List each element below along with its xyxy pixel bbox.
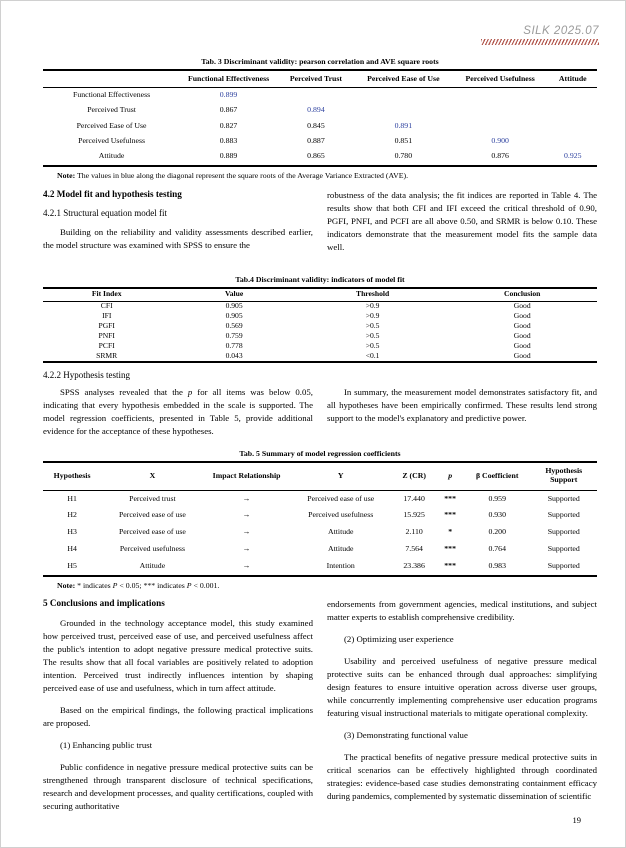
table-cell: PGFI [98,320,115,330]
table-cell: → [242,543,251,553]
table5-regression-coefficients [43,461,597,577]
column-header: Threshold [356,289,390,299]
table-cell: Attitude [327,543,354,553]
journal-header [481,25,599,45]
table-cell: 0.865 [307,151,325,161]
table-cell: Perceived Trust [87,105,136,115]
table-cell: Supported [547,560,580,570]
table-cell: 0.899 [219,90,238,100]
text-segment: for all items was below 0.05, indicating that every hypothesis embedded in the scale is supported. The model regression coefficients, presented in Table 5, provide additional evidence for the acceptance of these hypotheses. [43,386,313,436]
table-cell: Perceived Ease of Use [76,120,147,130]
table-row [43,351,597,362]
table-cell: → [242,493,251,503]
section-4-2 [43,189,597,263]
table-cell: 0.759 [225,330,243,340]
paragraph [43,386,313,438]
table4-caption: Tab.4 Discriminant validity: indicators of model fit [235,274,405,284]
table-cell: 0.959 [488,493,506,503]
table-cell: Perceived ease of use [118,510,186,520]
table-row [43,119,597,134]
column-header: Z (CR) [402,470,426,480]
table-cell: 0.569 [225,320,243,330]
italic-P: P [112,580,118,590]
table-row [43,508,597,525]
table-cell: 0.778 [225,340,243,350]
column-header: Functional Effectiveness [187,73,270,83]
column-header: p [448,470,453,480]
note-label: Note: [57,170,76,180]
table-cell: 2.110 [405,527,423,537]
table-cell: 7.564 [405,543,423,553]
table-cell: Attitude [139,560,166,570]
paragraph: Public confidence in negative pressure medical protective suits can be strengthened through transparent disclosure of technical specifications, research and development processes, and quality certifications, coupled with securing authoritative [43,761,313,811]
table5-note [43,581,597,590]
table-cell: *** [444,493,456,503]
table4-model-fit [43,287,597,363]
table-cell: 0.867 [219,105,238,115]
paragraph: Usability and perceived usefulness of negative pressure medical protective suits can be enhanced through dual approaches: simplifying design features to ensure intuitive operation across diverse user groups, while concurrently implementing comprehensive user education programs featuring visual instructional materials to mitigate operational complexity. [327,655,597,718]
subpoint-3: (3) Demonstrating functional value [344,729,468,740]
column-header: Perceived Ease of Use [367,73,440,83]
table-cell: Good [513,311,531,320]
table-cell [355,103,452,118]
table-row [43,103,597,118]
table-cell: H5 [67,560,77,570]
table-cell: 0.845 [307,120,325,130]
note-text: * indicates [75,580,113,590]
table-row [43,490,597,507]
table-cell: 0.905 [225,311,243,320]
table-cell: Perceived usefulness [119,543,185,553]
column-header: Y [337,470,344,480]
table-cell: Good [513,340,531,350]
heading-4-2: 4.2 Model fit and hypothesis testing [43,188,182,199]
column-header: Attitude [558,73,587,83]
section-4-2-2-body [43,386,597,447]
table-cell: 0.894 [307,105,325,115]
table-cell: <0.1 [365,350,380,360]
table-cell: → [242,527,251,537]
table-cell: 0.925 [564,151,582,161]
italic-p: p [187,386,193,397]
table-row [43,541,597,558]
table-cell: >0.9 [365,301,380,311]
table-cell: Functional Effectiveness [72,90,151,100]
table-cell: 15.925 [403,510,425,520]
page-number: 19 [572,815,581,825]
column-header: Perceived Usefulness [465,73,535,83]
table-cell: H1 [67,493,77,503]
table-row [43,524,597,541]
column-header: Impact Relationship [212,470,281,480]
table-header-row [43,462,597,490]
column-header: Conclusion [504,289,541,299]
left-column [43,386,313,447]
table-cell: Perceived trust [129,493,176,503]
table-cell: Good [513,320,531,330]
hatch-decoration [481,39,599,45]
table-header-row [43,70,597,87]
table-cell: 0.900 [491,136,509,146]
table-cell: PCFI [98,340,115,350]
table-cell: IFI [102,311,112,320]
column-header: Fit Index [91,289,122,299]
paragraph: The practical benefits of negative pressure medical protective suits in critical scenarios can be effectively highlighted through coordinated strategies: evidence-based case studies demonstrating containment efficacy during pandemics, complemented by systematic dissemination of scientific [327,751,597,801]
table-cell: >0.5 [365,340,380,350]
table-row [43,149,597,165]
table-cell [549,134,597,149]
table-cell: >0.5 [365,320,380,330]
table-cell: * [448,527,453,537]
table-cell: 0.883 [219,136,238,146]
table-row [43,134,597,149]
table-cell: 0.905 [225,301,243,311]
table-cell: Good [513,350,531,360]
column-header: Hypothesis Support [545,466,583,485]
table-cell: 0.851 [394,136,413,146]
table-cell: SRMR [96,350,118,360]
journal-title: SILK 2025.07 [523,25,599,37]
table-row [43,87,597,103]
subpoint-1: (1) Enhancing public trust [60,739,153,750]
paragraph: Based on the empirical findings, the following practical implications are proposed. [43,704,313,728]
table3-note [43,171,597,180]
table-row [43,311,597,321]
table-cell [549,87,597,103]
table-cell: → [242,560,251,570]
table-row [43,301,597,311]
left-column [43,189,313,263]
right-column [327,189,597,263]
table-cell: Good [513,330,531,340]
table-cell: 0.930 [488,510,506,520]
table-cell [277,87,355,103]
heading-5: 5 Conclusions and implications [43,597,165,608]
table-cell: Attitude [98,151,125,161]
paragraph: In summary, the measurement model demonstrates satisfactory fit, and all hypotheses have been empirically confirmed. These results lend strong support to the model's explanatory and predictive power. [327,386,597,423]
table-cell: PNFI [98,330,115,340]
table-cell [355,87,452,103]
table-cell: 23.386 [403,560,425,570]
table-cell: H3 [67,527,77,537]
note-text: < 0.05; *** indicates [117,580,187,590]
column-header: Hypothesis [53,470,91,480]
note-label: Note: [57,580,76,590]
table-cell: 17.440 [403,493,425,503]
table-cell: *** [444,543,456,553]
table-cell: CFI [100,301,113,311]
paragraph: robustness of the data analysis; the fit indices are reported in Table 4. The results show that both CFI and IFI exceed the critical threshold of 0.90, PGFI, PNFI, and PCFI are all above 0.50, and SRMR is below 0.10. These indicators demonstrate that the measurement model fits the sample data well. [327,189,597,252]
table-cell: Supported [547,493,580,503]
table-cell [452,103,549,118]
table-cell: 0.780 [394,151,413,161]
table-cell: 0.887 [307,136,325,146]
right-column [327,386,597,447]
paragraph: Building on the reliability and validity assessments described earlier, the model structure was examined with SPSS to ensure the [43,226,313,250]
table-row [43,558,597,576]
table-cell: 0.043 [225,350,243,360]
table-cell: Attitude [327,527,354,537]
paragraph: endorsements from government agencies, medical institutions, and subject matter experts to establish comprehensive credibility. [327,598,597,622]
table-cell: >0.9 [365,311,380,320]
table-row [43,341,597,351]
subpoint-2: (2) Optimizing user experience [344,633,454,644]
table-header-row [43,288,597,301]
table-cell: 0.764 [488,543,506,553]
table-cell: *** [444,560,456,570]
right-column [327,598,597,822]
column-header: Perceived Trust [289,73,343,83]
table-cell: 0.876 [491,151,509,161]
table-cell: Intention [326,560,355,570]
table-cell: Perceived Usefulness [78,136,146,146]
column-header: β Coefficient [476,470,519,480]
table-row [43,331,597,341]
table-cell: *** [444,510,456,520]
table3-caption: Tab. 3 Discriminant validity: pearson correlation and AVE square roots [201,57,439,66]
paragraph: Grounded in the technology acceptance model, this study examined how perceived trust, perceived ease of use, and perceived usefulness affect the public's intention to adopt negative pressure medical protective suits. The results show that all focal variables are positively related to adoption intention. Perceived trust indirectly influences intention by shaping perceived ease of use and usefulness, which in turn affect attitude. [43,617,313,693]
table-cell: 0.200 [488,527,506,537]
table-cell: 0.827 [219,120,238,130]
table-cell: Supported [547,510,580,520]
column-header: X [149,470,156,480]
left-column [43,598,313,822]
note-text: The values in blue along the diagonal represent the square roots of the Average Variance Extracted (AVE). [75,170,409,180]
table-cell: Supported [547,527,580,537]
table-cell: 0.983 [488,560,506,570]
heading-4-2-2: 4.2.2 Hypothesis testing [43,369,130,380]
table-cell: >0.5 [365,330,380,340]
table-cell: → [242,510,251,520]
table-cell: H2 [67,510,77,520]
table-cell: 0.889 [219,151,238,161]
table-cell [549,103,597,118]
table-cell: Perceived ease of use [118,527,186,537]
column-header: Value [224,289,244,299]
section-5 [43,598,597,822]
table-row [43,321,597,331]
note-text: < 0.001. [191,580,220,590]
italic-P: P [186,580,192,590]
table-cell: Perceived usefulness [308,510,374,520]
table-cell [452,87,549,103]
table3-discriminant-validity [43,69,597,167]
table-cell [452,119,549,134]
column-header [43,70,180,87]
heading-4-2-1: 4.2.1 Structural equation model fit [43,207,167,218]
table-cell: Perceived ease of use [307,493,375,503]
table-cell: H4 [67,543,77,553]
table-cell: Supported [547,543,580,553]
table-cell: 0.891 [394,120,413,130]
table5-caption: Tab. 5 Summary of model regression coefficients [239,448,401,458]
table-cell: Good [513,301,531,311]
table-cell [549,119,597,134]
text-segment: SPSS analyses revealed that the [60,386,188,397]
